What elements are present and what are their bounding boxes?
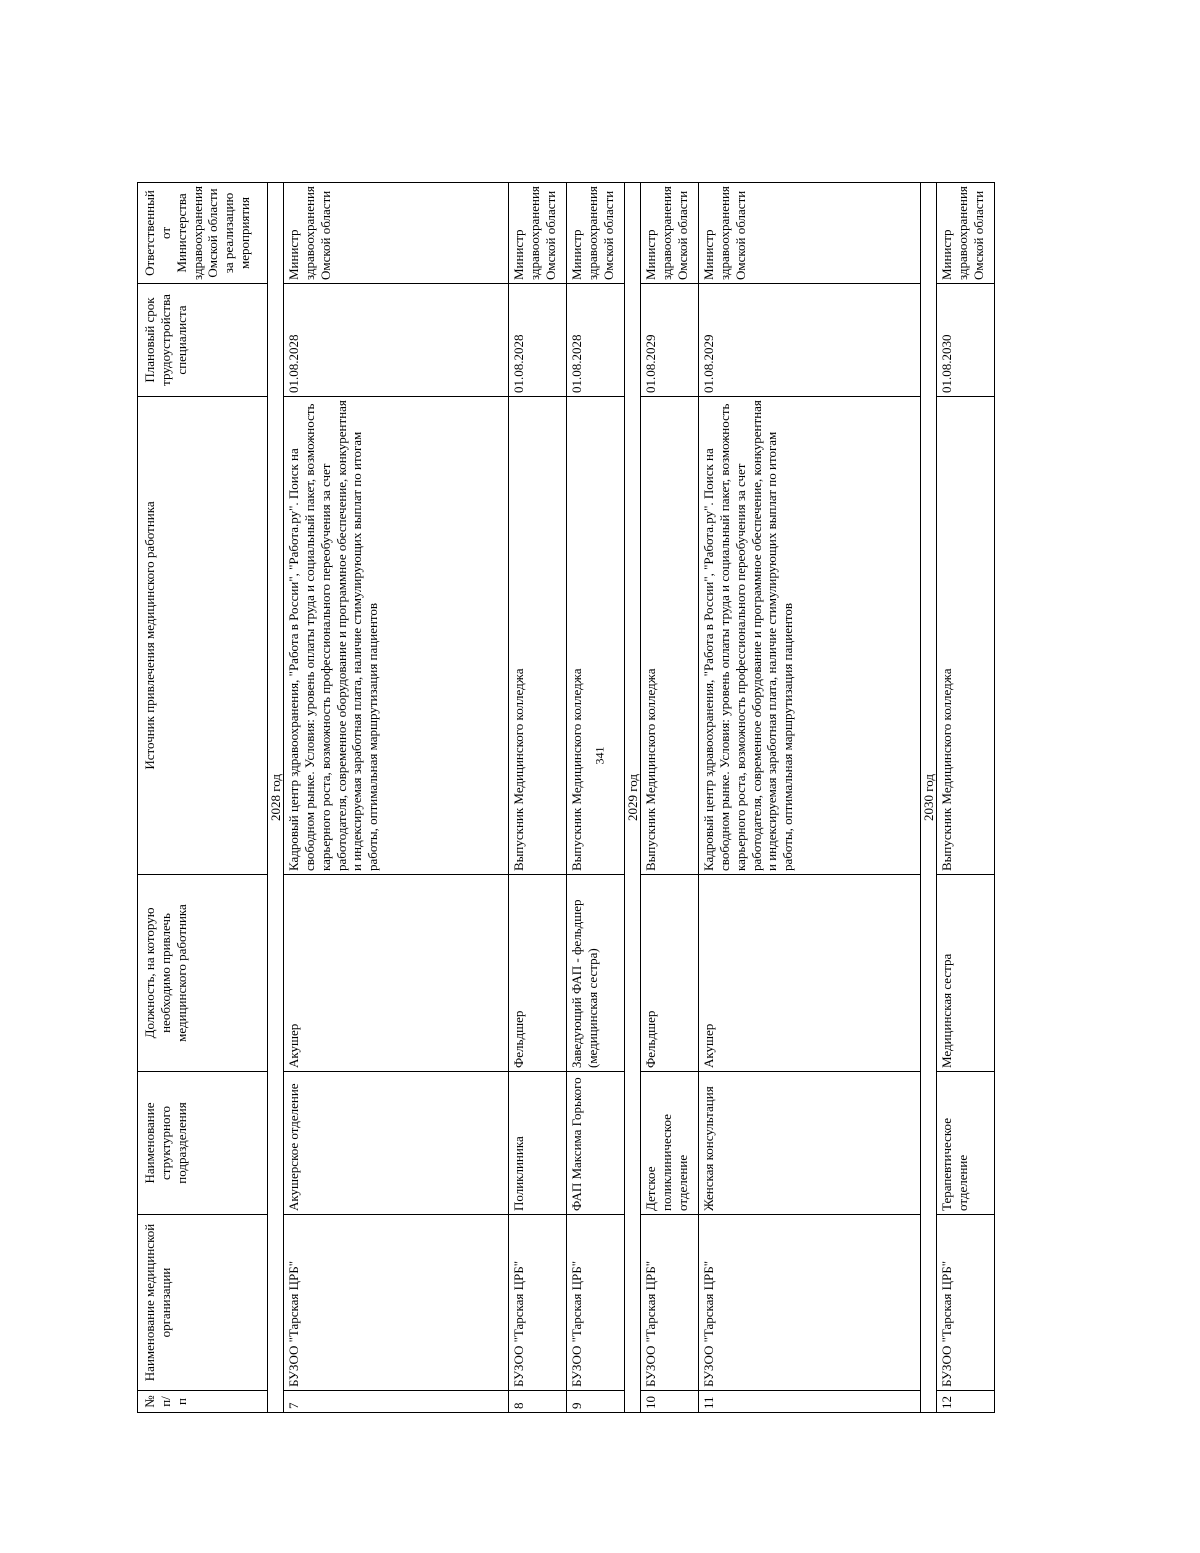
cell-responsible: Министр здравоохранения Омской области	[509, 183, 567, 284]
table-row	[284, 183, 509, 1413]
cell-position: Акушер	[284, 875, 509, 1072]
cell-position: Фельдшер	[509, 875, 567, 1072]
cell-organization: БУЗОО "Тарская ЦРБ"	[699, 1215, 921, 1391]
year-label: 2028 год	[268, 183, 284, 1413]
table-row	[567, 183, 625, 1413]
cell-unit: Женская консультация	[699, 1072, 921, 1215]
header-position: Должность, на которую необходимо привлечь медицинского работника	[138, 875, 268, 1072]
cell-organization: БУЗОО "Тарская ЦРБ"	[937, 1215, 995, 1391]
table-row	[937, 183, 995, 1413]
cell-number: 9	[567, 1391, 625, 1413]
cell-source: Кадровый центр здравоохранения, "Работа в России", "Работа.ру". Поиск на свободном рынке. Условия: уровень оплаты труда и социальный пакет, возможность карьерного роста, возможность профессионального переобучения за счет работодателя, современное оборудование и программное обеспечение, конкурентная и индексируемая заработная плата, наличие стимулирующих выплат по итогам работы, оптимальная маршрутизация пациентов	[284, 397, 509, 875]
cell-date: 01.08.2028	[509, 284, 567, 397]
cell-responsible: Министр здравоохранения Омской области	[641, 183, 699, 284]
cell-number: 8	[509, 1391, 567, 1413]
cell-source: Кадровый центр здравоохранения, "Работа в России", "Работа.ру". Поиск на свободном рынке. Условия: уровень оплаты труда и социальный пакет, возможность карьерного роста, возможность профессионального переобучения за счет работодателя, современное оборудование и программное обеспечение, конкурентная и индексируемая заработная плата, наличие стимулирующих выплат по итогам работы, оптимальная маршрутизация пациентов	[699, 397, 921, 875]
cell-source: Выпускник Медицинского колледжа	[641, 397, 699, 875]
cell-responsible: Министр здравоохранения Омской области	[937, 183, 995, 284]
cell-source: Выпускник Медицинского колледжа	[509, 397, 567, 875]
table-row	[699, 183, 921, 1413]
cell-unit: Поликлиника	[509, 1072, 567, 1215]
year-row-2028	[268, 183, 284, 1413]
year-row-2030	[921, 183, 937, 1413]
cell-responsible: Министр здравоохранения Омской области	[567, 183, 625, 284]
cell-organization: БУЗОО "Тарская ЦРБ"	[567, 1215, 625, 1391]
cell-date: 01.08.2028	[284, 284, 509, 397]
cell-position: Акушер	[699, 875, 921, 1072]
cell-unit: Акушерское отделение	[284, 1072, 509, 1215]
cell-organization: БУЗОО "Тарская ЦРБ"	[509, 1215, 567, 1391]
cell-date: 01.08.2030	[937, 284, 995, 397]
cell-source: Выпускник Медицинского колледжа	[937, 397, 995, 875]
cell-responsible: Министр здравоохранения Омской области	[284, 183, 509, 284]
header-date: Плановый срок трудоустройства специалиста	[138, 284, 268, 397]
cell-date: 01.08.2029	[641, 284, 699, 397]
header-unit: Наименование структурного подразделения	[138, 1072, 268, 1215]
cell-position: Медицинская сестра	[937, 875, 995, 1072]
cell-unit: Терапевтическое отделение	[937, 1072, 995, 1215]
cell-source: Выпускник Медицинского колледжа	[567, 397, 625, 875]
cell-number: 11	[699, 1391, 921, 1413]
cell-responsible: Министр здравоохранения Омской области	[699, 183, 921, 284]
header-number: № п/п	[138, 1391, 268, 1413]
header-organization: Наименование медицинской организации	[138, 1215, 268, 1391]
cell-position: Фельдшер	[641, 875, 699, 1072]
year-row-2029	[625, 183, 641, 1413]
cell-number: 10	[641, 1391, 699, 1413]
table-row	[509, 183, 567, 1413]
cell-date: 01.08.2029	[699, 284, 921, 397]
year-label: 2029 год	[625, 183, 641, 1413]
header-source: Источник привлечения медицинского работника	[138, 397, 268, 875]
cell-unit: Детское поликлиническое отделение	[641, 1072, 699, 1215]
cell-number: 12	[937, 1391, 995, 1413]
year-label: 2030 год	[921, 183, 937, 1413]
table-row	[641, 183, 699, 1413]
cell-organization: БУЗОО "Тарская ЦРБ"	[284, 1215, 509, 1391]
header-responsible: Ответственный от Министерства здравоохранения Омской области за реализацию мероприятия	[138, 183, 268, 284]
staffing-table	[137, 182, 995, 1413]
cell-position: Заведующий ФАП - фельдшер (медицинская сестра)	[567, 875, 625, 1072]
cell-number: 7	[284, 1391, 509, 1413]
cell-organization: БУЗОО "Тарская ЦРБ"	[641, 1215, 699, 1391]
page-number: 341	[592, 746, 607, 765]
cell-unit: ФАП Максима Горького	[567, 1072, 625, 1215]
header-row	[138, 183, 268, 1413]
rotated-table-container	[137, 183, 1019, 1413]
cell-date: 01.08.2028	[567, 284, 625, 397]
